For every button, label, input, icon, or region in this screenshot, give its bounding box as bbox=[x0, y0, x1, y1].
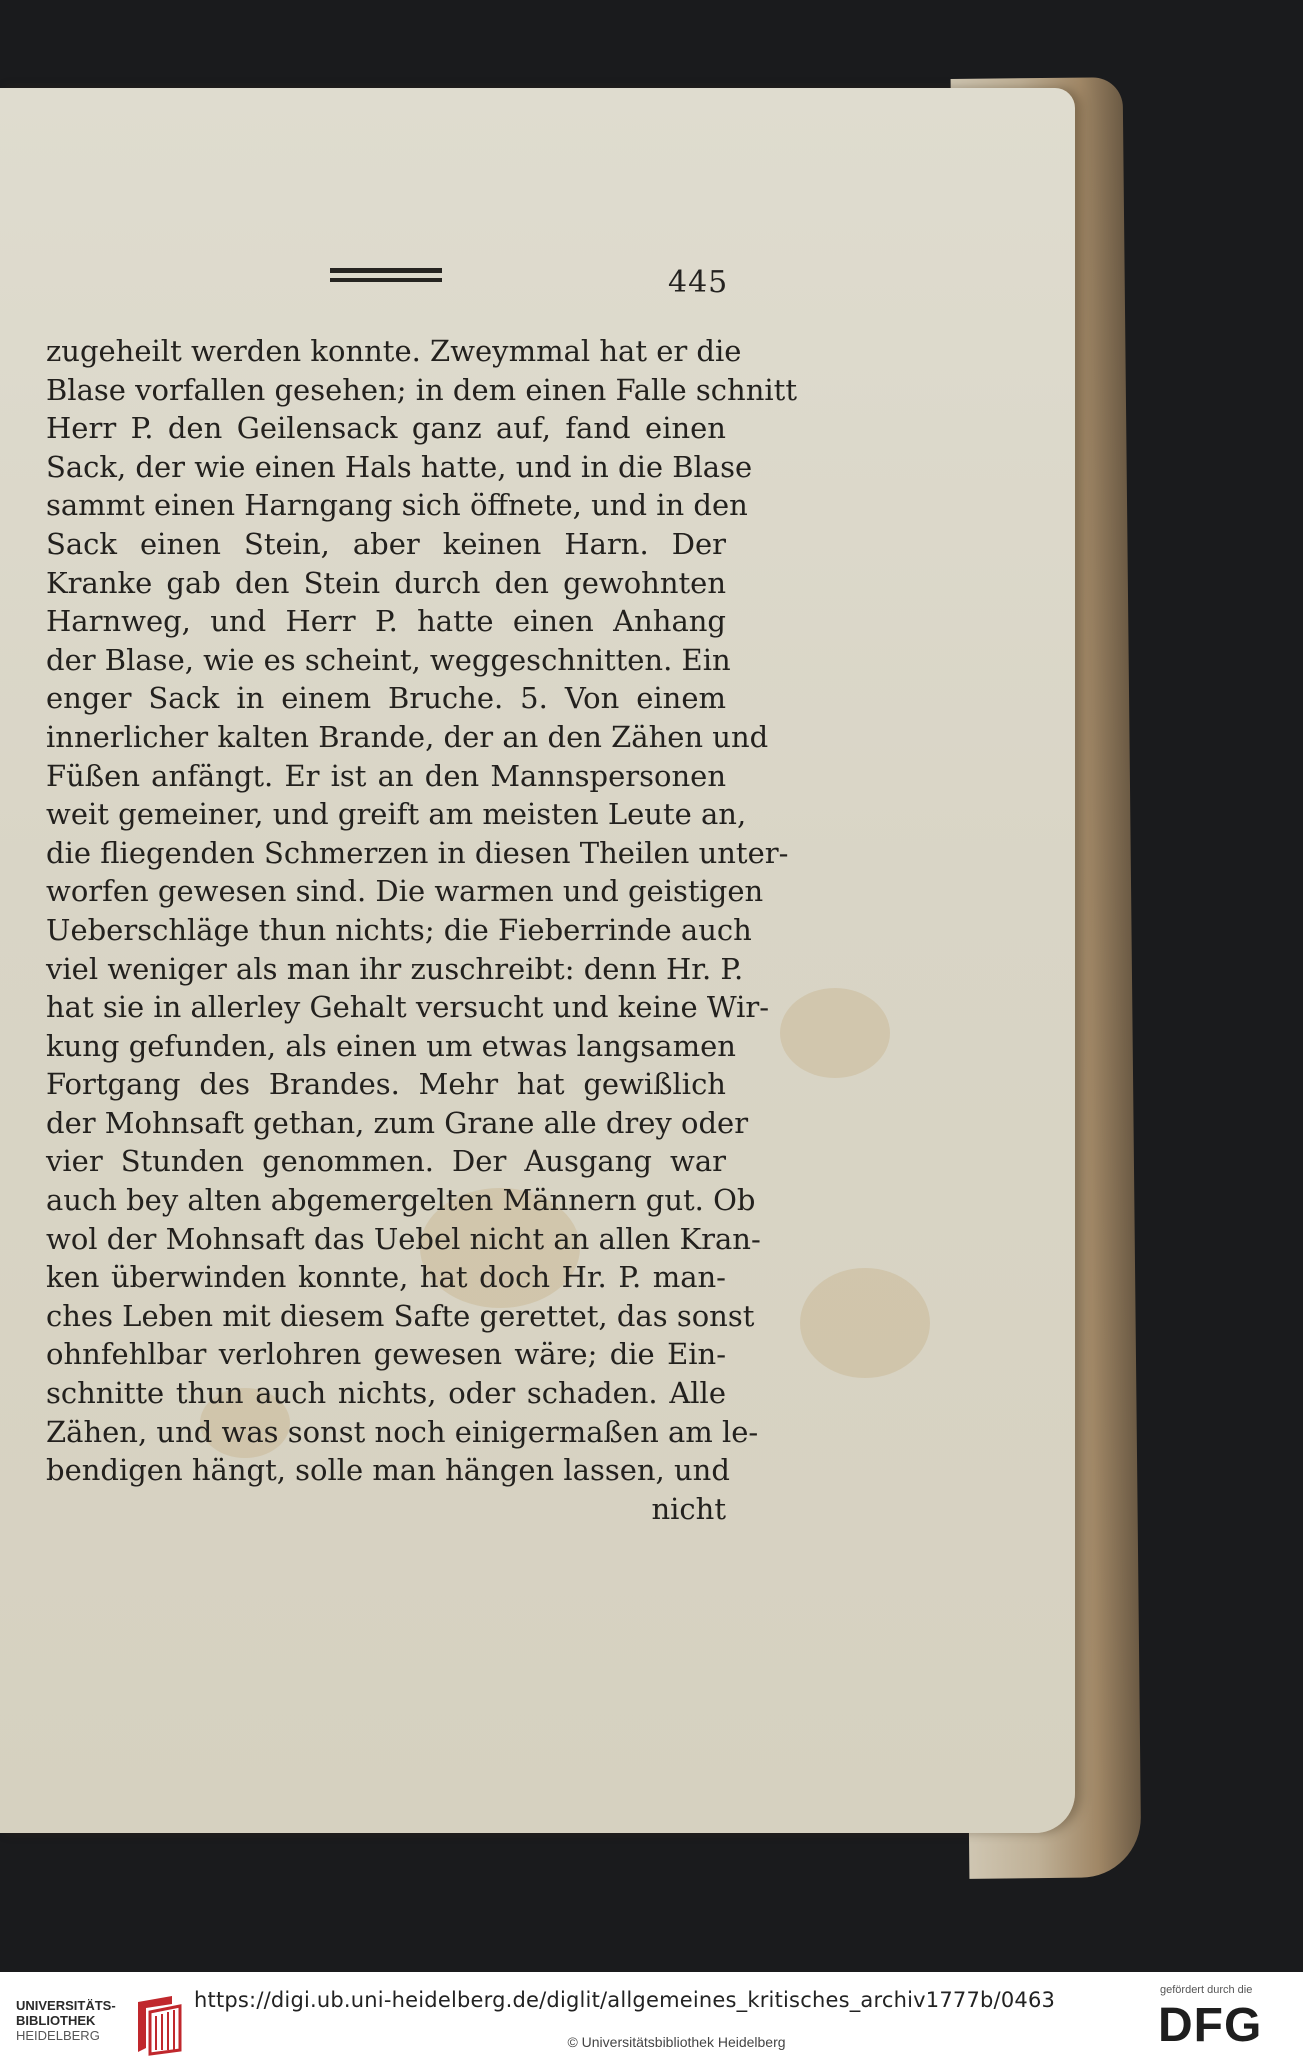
text-line: Ueberschläge thun nichts; die Fieberrinde auch bbox=[46, 912, 752, 947]
text-line: der Blase, wie es scheint, weggeschnitten. Ein bbox=[46, 642, 731, 677]
catchword: nicht bbox=[651, 1491, 726, 1526]
text-line: Kranke gab den Stein durch den gewohnten bbox=[46, 565, 726, 600]
dfg-logo[interactable]: DFG bbox=[1158, 1999, 1263, 2052]
text-line: Fortgang des Brandes. Mehr hat gewißlich bbox=[46, 1067, 726, 1102]
funding-note: gefördert durch die bbox=[1160, 1984, 1253, 1996]
page-number: 445 bbox=[668, 265, 729, 300]
text-line: worfen gewesen sind. Die warmen und geistigen bbox=[46, 874, 764, 909]
text-line: auch bey alten abgemergelten Männern gut. Ob bbox=[46, 1183, 756, 1218]
text-line: die fliegenden Schmerzen in diesen Theilen unter- bbox=[46, 835, 789, 870]
text-line: sammt einen Harngang sich öffnete, und in den bbox=[46, 488, 748, 523]
body-text bbox=[46, 332, 797, 1528]
text-line: ken überwinden konnte, hat doch Hr. P. man- bbox=[46, 1260, 726, 1295]
header-rule bbox=[330, 268, 442, 282]
text-line: innerlicher kalten Brande, der an den Zähen und bbox=[46, 719, 769, 754]
text-line: Sack, der wie einen Hals hatte, und in die Blase bbox=[46, 449, 753, 484]
library-logo-line: HEIDELBERG bbox=[16, 2028, 100, 2043]
text-line: Zähen, und was sonst noch einigermaßen am le- bbox=[46, 1414, 759, 1449]
text-line: Harnweg, und Herr P. hatte einen Anhang bbox=[46, 604, 726, 639]
text-line: Blase vorfallen gesehen; in dem einen Falle schnitt bbox=[46, 372, 797, 407]
text-line: Füßen anfängt. Er ist an den Mannspersonen bbox=[46, 758, 726, 793]
copyright-notice: © Universitätsbibliothek Heidelberg bbox=[567, 2034, 786, 2050]
text-line: schnitte thun auch nichts, oder schaden. Alle bbox=[46, 1376, 726, 1411]
paper-stain bbox=[800, 1268, 930, 1378]
text-line: enger Sack in einem Bruche. 5. Von einem bbox=[46, 681, 726, 716]
text-line: der Mohnsaft gethan, zum Grane alle drey oder bbox=[46, 1105, 749, 1140]
text-line: zugeheilt werden konnte. Zweymmal hat er die bbox=[46, 334, 742, 368]
text-line: bendigen hängt, solle man hängen lassen, und bbox=[46, 1453, 730, 1488]
text-line: hat sie in allerley Gehalt versucht und keine Wir- bbox=[46, 990, 770, 1025]
text-line: weit gemeiner, und greift am meisten Leute an, bbox=[46, 797, 747, 832]
paper-stain bbox=[780, 988, 890, 1078]
text-line: viel weniger als man ihr zuschreibt: denn Hr. P. bbox=[46, 951, 744, 986]
library-logo-line: UNIVERSITÄTS- bbox=[16, 1998, 116, 2013]
permalink-url[interactable]: https://digi.ub.uni-heidelberg.de/diglit/allgemeines_kritisches_archiv1777b/0463 bbox=[194, 1988, 1056, 2012]
library-logo-line: BIBLIOTHEK bbox=[16, 2013, 96, 2028]
viewer-footer bbox=[0, 1972, 1303, 2065]
text-line: wol der Mohnsaft das Uebel nicht an allen Kran- bbox=[46, 1221, 761, 1256]
text-line: Herr P. den Geilensack ganz auf, fand einen bbox=[46, 411, 726, 446]
text-line: Sack einen Stein, aber keinen Harn. Der bbox=[46, 526, 726, 561]
text-line: vier Stunden genommen. Der Ausgang war bbox=[46, 1144, 726, 1179]
text-line: kung gefunden, als einen um etwas langsamen bbox=[46, 1028, 736, 1063]
text-line: ohnfehlbar verlohren gewesen wäre; die Ein- bbox=[46, 1337, 726, 1372]
text-line: ches Leben mit diesem Safte gerettet, das sonst bbox=[46, 1298, 755, 1333]
